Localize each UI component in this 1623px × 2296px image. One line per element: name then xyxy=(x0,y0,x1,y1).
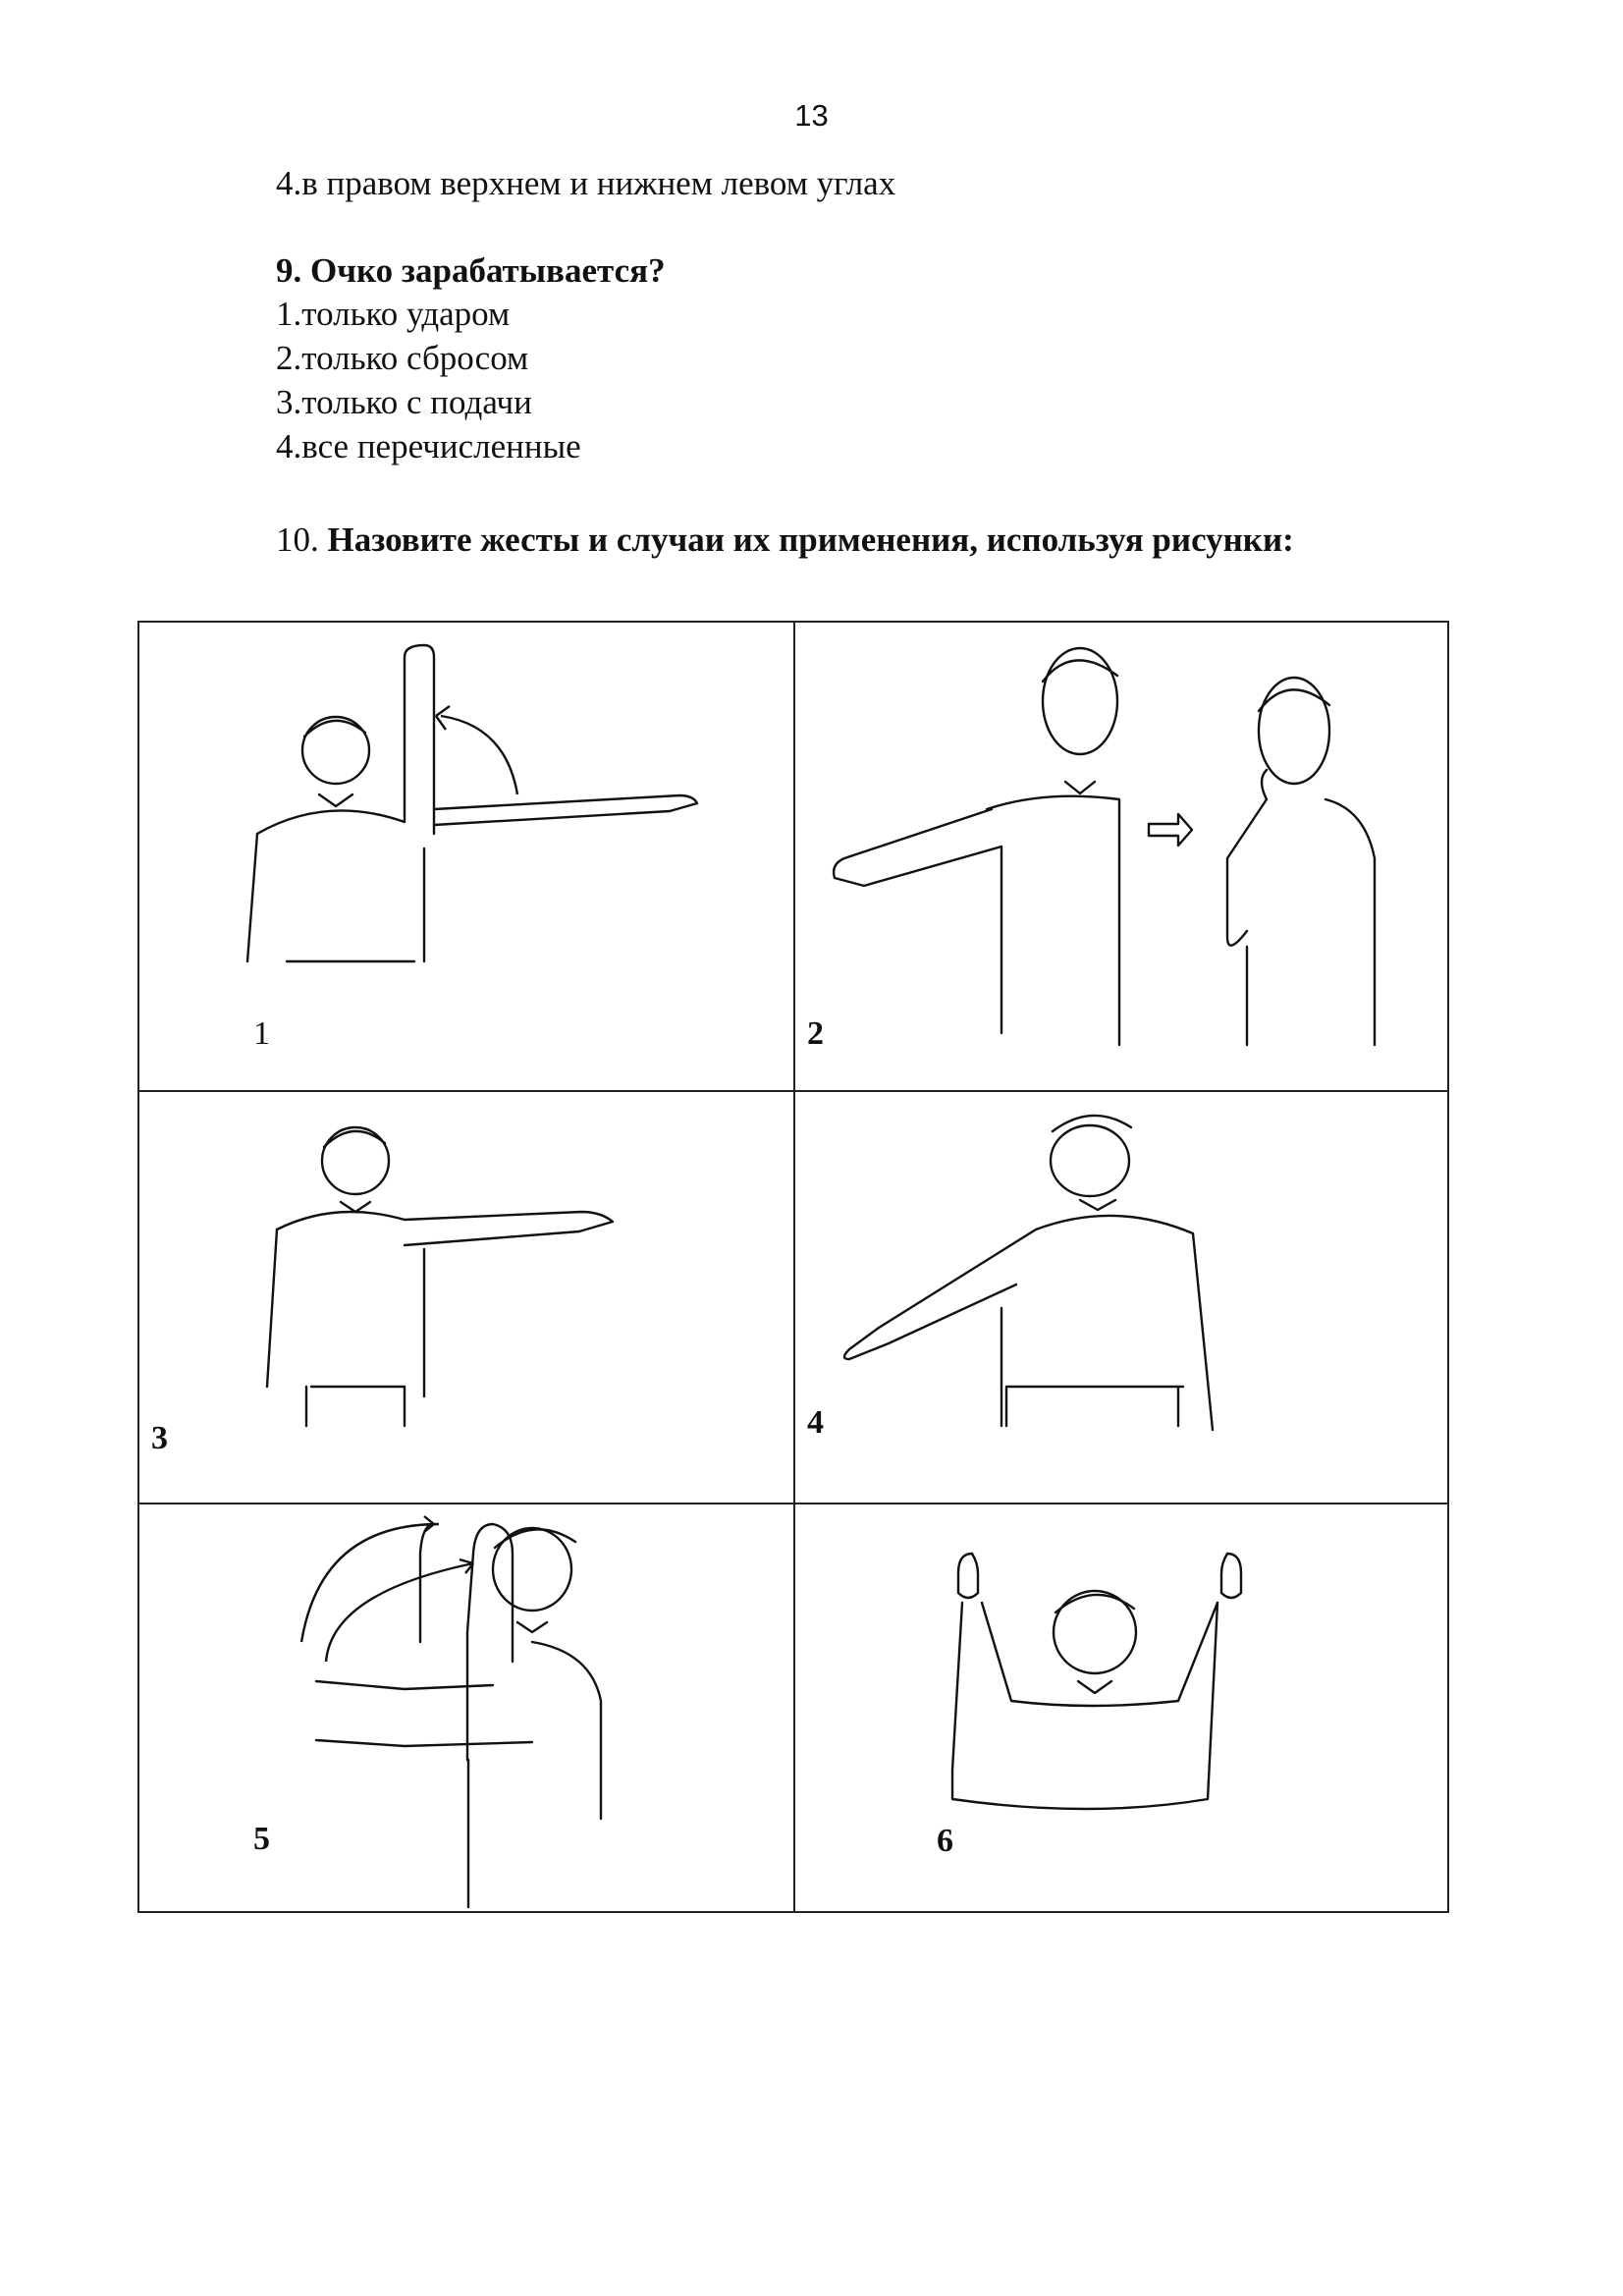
figure-cell-5 xyxy=(139,1504,793,1911)
figure-number: 3 xyxy=(151,1420,168,1456)
figure-cell-6 xyxy=(795,1504,1447,1911)
question-9-option: 3.только с подачи xyxy=(276,383,532,421)
question-9-option: 2.только сбросом xyxy=(276,339,529,377)
referee-point-and-whistle-icon xyxy=(795,623,1447,1090)
page-number: 13 xyxy=(794,98,829,133)
referee-raise-both-arms-icon xyxy=(139,1504,793,1911)
question-10-number: 10. xyxy=(276,520,328,559)
question-9-option: 1.только ударом xyxy=(276,295,511,333)
figure-number: 6 xyxy=(937,1823,953,1859)
question-10-text: Назовите жесты и случаи их применения, используя рисунки: xyxy=(327,520,1294,559)
question-9-option: 4.все перечисленные xyxy=(276,427,581,465)
previous-answer-option: 4.в правом верхнем и нижнем левом углах xyxy=(276,164,896,202)
figure-cell-4 xyxy=(795,1092,1447,1503)
figure-cell-1 xyxy=(139,623,793,1090)
figure-number: 1 xyxy=(253,1015,270,1052)
question-10-title xyxy=(276,519,1294,562)
gesture-figures-table xyxy=(137,621,1449,1913)
figure-cell-3 xyxy=(139,1092,793,1503)
referee-arm-extended-icon xyxy=(139,1092,793,1503)
referee-point-down-icon xyxy=(795,1092,1447,1503)
referee-thumbs-up-icon xyxy=(795,1504,1447,1911)
referee-raised-arm-icon xyxy=(139,623,793,1090)
figure-number: 4 xyxy=(807,1404,824,1441)
figure-cell-2 xyxy=(795,623,1447,1090)
figure-number: 5 xyxy=(253,1821,270,1857)
figure-number: 2 xyxy=(807,1015,824,1052)
question-9-title: 9. Очко зарабатывается? xyxy=(276,251,666,290)
